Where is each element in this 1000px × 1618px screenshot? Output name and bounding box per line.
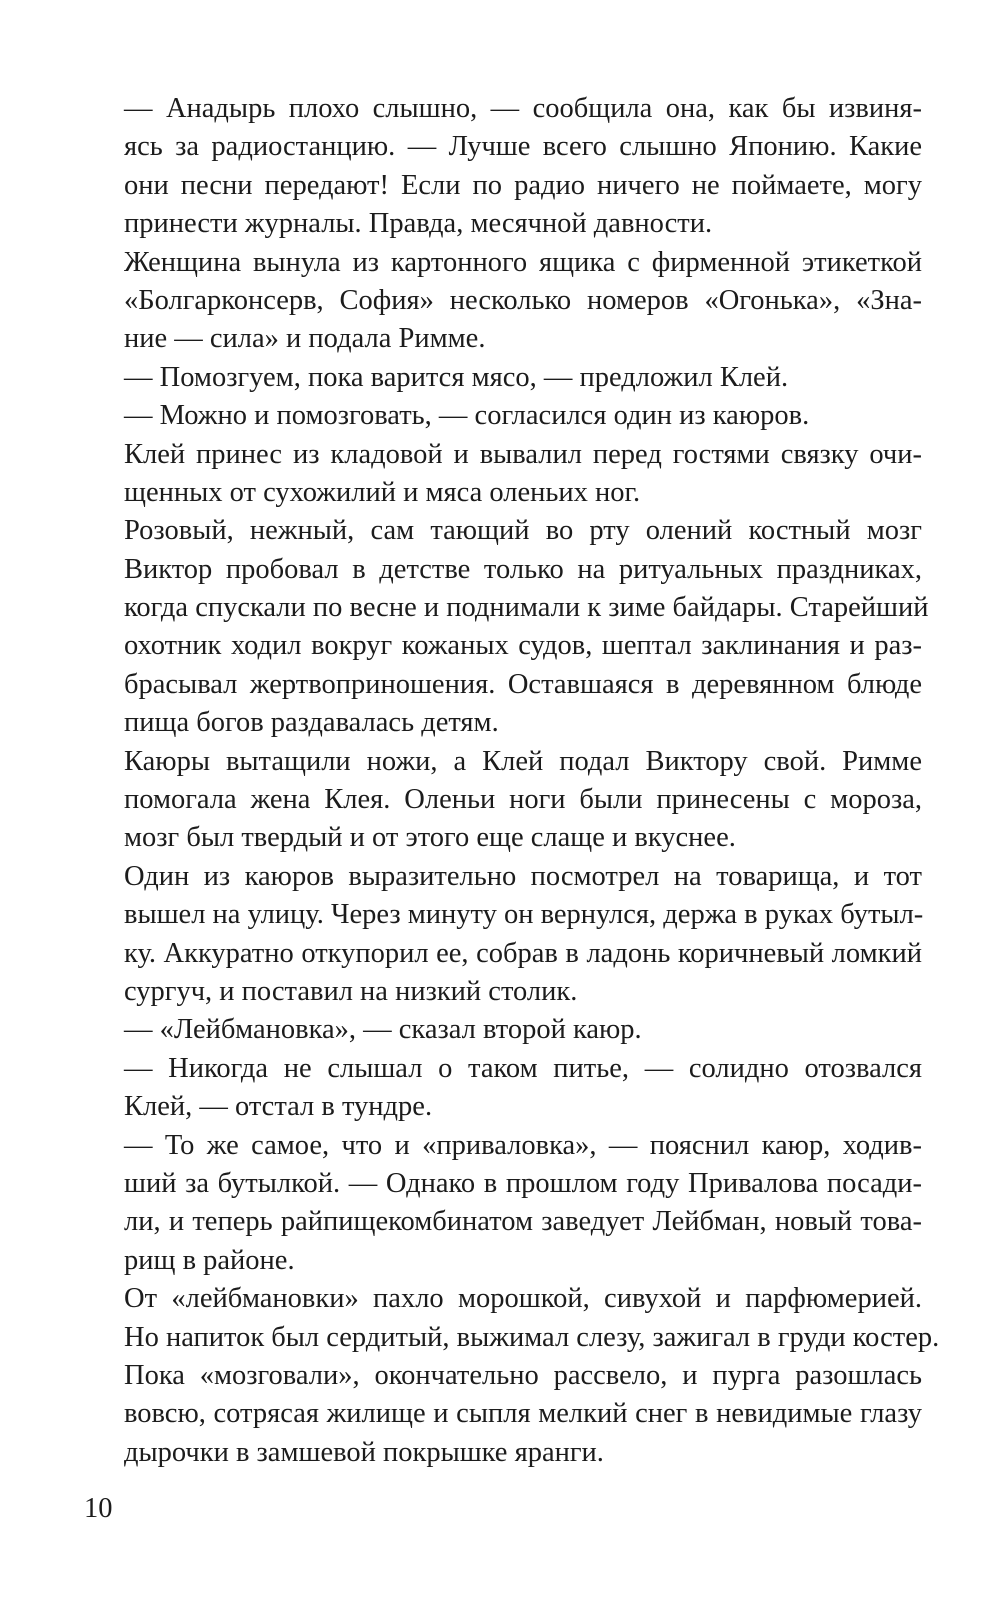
page-number: 10 <box>84 1493 113 1524</box>
paragraph <box>84 436 922 513</box>
text-line: Клей, — отстал в тундре. <box>124 1091 433 1123</box>
text-line: когда спускали по весне и поднимали к зиме байдары. Старейший <box>124 592 929 624</box>
text-line: Клей принес из кладовой и вывалил перед гостями связку очи- <box>124 438 922 470</box>
text-line: ший за бутылкой. — Однако в прошлом году Привалова посади- <box>124 1167 922 1199</box>
paragraph <box>84 244 922 359</box>
text-line: мозг был твердый и от этого еще слаще и вкуснее. <box>124 822 736 854</box>
text-line: От «лейбмановки» пахло морошкой, сивухой и парфюмерией. <box>124 1283 922 1315</box>
paragraph <box>84 1357 922 1472</box>
text-line: вовсю, сотрясая жилище и сыпля мелкий снег в невидимые глазу <box>124 1398 922 1430</box>
text-line: пища богов раздавалась детям. <box>124 707 499 739</box>
text-line: ку. Аккуратно откупорил ее, собрав в ладонь коричневый ломкий <box>124 937 922 969</box>
text-line: ясь за радиостанцию. — Лучше всего слышно Японию. Какие <box>124 131 922 163</box>
text-line: дырочки в замшевой покрышке яранги. <box>124 1436 604 1468</box>
text-line: они песни передают! Если по радио ничего не поймаете, могу <box>124 169 922 201</box>
paragraph <box>84 1280 940 1357</box>
text-line: брасывал жертвоприношения. Оставшаяся в деревянном блюде <box>124 668 922 700</box>
text-line: Виктор пробовал в детстве только на ритуальных праздниках, <box>124 553 922 585</box>
paragraph <box>84 1011 922 1049</box>
text-line: щенных от сухожилий и мяса оленьих ног. <box>124 476 641 508</box>
text-line: Розовый, нежный, сам тающий во рту олений костный мозг <box>124 515 922 547</box>
text-line: ли, и теперь райпищекомбинатом заведует Лейбман, новый това- <box>124 1206 922 1238</box>
text-line: — Можно и помозговать, — согласился один из каюров. <box>124 400 810 432</box>
paragraph <box>84 743 922 858</box>
text-line: «Болгарконсерв, София» несколько номеров «Огонька», «Зна- <box>124 284 922 316</box>
paragraph <box>84 90 922 244</box>
text-line: Пока «мозговали», окончательно рассвело, и пурга разошлась <box>124 1359 922 1391</box>
text-line: охотник ходил вокруг кожаных судов, шептал заклинания и раз- <box>124 630 922 662</box>
text-line: — Помозгуем, пока варится мясо, — предложил Клей. <box>124 361 789 393</box>
paragraph <box>84 397 922 435</box>
paragraph <box>84 359 922 397</box>
text-line: сургуч, и поставил на низкий столик. <box>124 975 578 1007</box>
text-line: — «Лейбмановка», — сказал второй каюр. <box>124 1014 642 1046</box>
text-line: Женщина вынула из картонного ящика с фирменной этикеткой <box>124 246 922 278</box>
text-line: Но напиток был сердитый, выжимал слезу, зажигал в груди костер. <box>124 1321 940 1353</box>
text-line: — То же самое, что и «приваловка», — пояснил каюр, ходив- <box>124 1129 922 1161</box>
body-text <box>84 90 940 1472</box>
text-line: Один из каюров выразительно посмотрел на товарища, и тот <box>124 860 922 892</box>
paragraph <box>84 1127 922 1281</box>
text-line: вышел на улицу. Через минуту он вернулся, держа в руках бутыл- <box>124 899 924 931</box>
text-line: Каюры вытащили ножи, а Клей подал Виктору свой. Римме <box>124 745 922 777</box>
text-line: — Никогда не слышал о таком питье, — солидно отозвался <box>124 1052 922 1084</box>
text-line: рищ в районе. <box>124 1244 295 1276</box>
paragraph <box>84 512 929 742</box>
paragraph <box>84 858 922 1012</box>
text-line: принести журналы. Правда, месячной давности. <box>124 208 713 240</box>
text-line: ние — сила» и подала Римме. <box>124 323 486 355</box>
text-line: помогала жена Клея. Оленьи ноги были принесены с мороза, <box>124 784 922 816</box>
paragraph <box>84 1050 922 1127</box>
text-line: — Анадырь плохо слышно, — сообщила она, как бы извиня- <box>124 93 922 124</box>
